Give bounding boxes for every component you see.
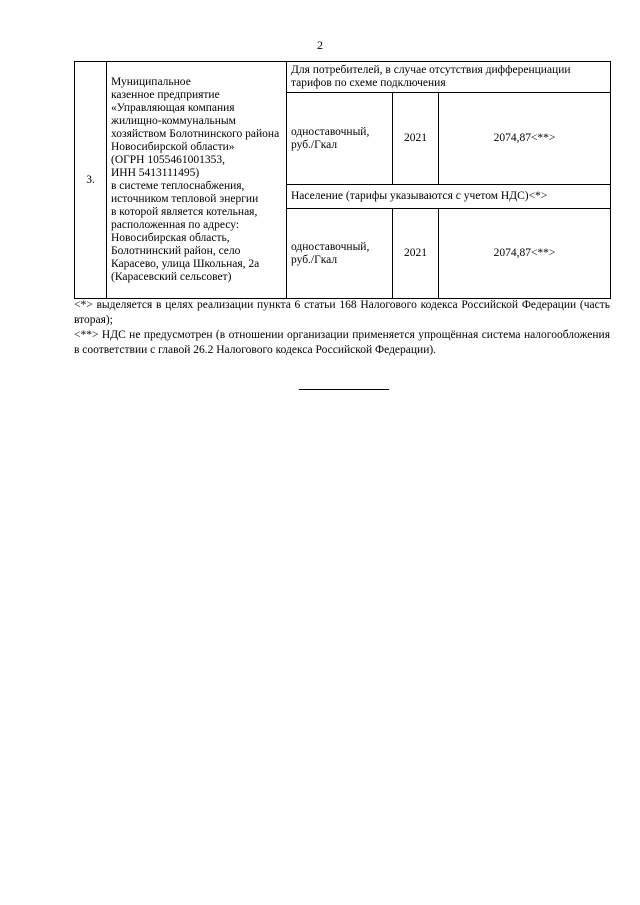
tariff-year: 2021 bbox=[393, 93, 439, 185]
tariff-type: одноставочный, руб./Гкал bbox=[287, 209, 393, 299]
organization-line: в которой является котельная, bbox=[111, 206, 258, 218]
organization-line: (ОГРН 1055461001353, bbox=[111, 154, 225, 166]
tariff-type: одноставочный, руб./Гкал bbox=[287, 93, 393, 185]
page-number: 2 bbox=[317, 38, 323, 52]
organization-line: расположенная по адресу: bbox=[111, 219, 240, 231]
organization-line: источником тепловой энергии bbox=[111, 193, 259, 205]
organization-line: (Карасевский сельсовет) bbox=[111, 271, 232, 283]
organization-line: Муниципальное bbox=[111, 76, 191, 88]
tariff-value: 2074,87<**> bbox=[439, 93, 611, 185]
organization-line: казенное предприятие bbox=[111, 89, 220, 101]
organization-line: Новосибирская область, bbox=[111, 232, 230, 244]
tariff-value: 2074,87<**> bbox=[439, 209, 611, 299]
section-heading-row bbox=[75, 62, 611, 93]
organization-line: жилищно-коммунальным bbox=[111, 115, 236, 127]
section-heading: Население (тарифы указываются с учетом НДС)<*> bbox=[287, 185, 611, 209]
organization-cell bbox=[107, 62, 287, 299]
tariff-year: 2021 bbox=[393, 209, 439, 299]
organization-line: хозяйством Болотнинского района bbox=[111, 128, 280, 140]
organization-line: ИНН 5413111495) bbox=[111, 167, 200, 179]
footnote: <*> выделяется в целях реализации пункта 6 статьи 168 Налогового кодекса Российской Федерации (часть вторая); bbox=[74, 299, 610, 326]
organization-line: в системе теплоснабжения, bbox=[111, 180, 245, 192]
row-number: 3. bbox=[75, 62, 107, 299]
tariff-table bbox=[74, 61, 611, 299]
footnote: <**> НДС не предусмотрен (в отношении организации применяется упрощённая система налогообложения в соответствии с главой 26.2 Налогового кодекса Российской Федерации). bbox=[74, 329, 610, 356]
separator-line bbox=[299, 389, 389, 390]
section-heading: Для потребителей, в случае отсутствия дифференциации тарифов по схеме подключения bbox=[287, 62, 611, 93]
organization-line: Болотнинский район, село bbox=[111, 245, 241, 257]
organization-line: Новосибирской области» bbox=[111, 141, 235, 153]
organization-line: Карасево, улица Школьная, 2а bbox=[111, 258, 260, 270]
organization-line: «Управляющая компания bbox=[111, 102, 235, 114]
footnotes bbox=[74, 298, 610, 358]
